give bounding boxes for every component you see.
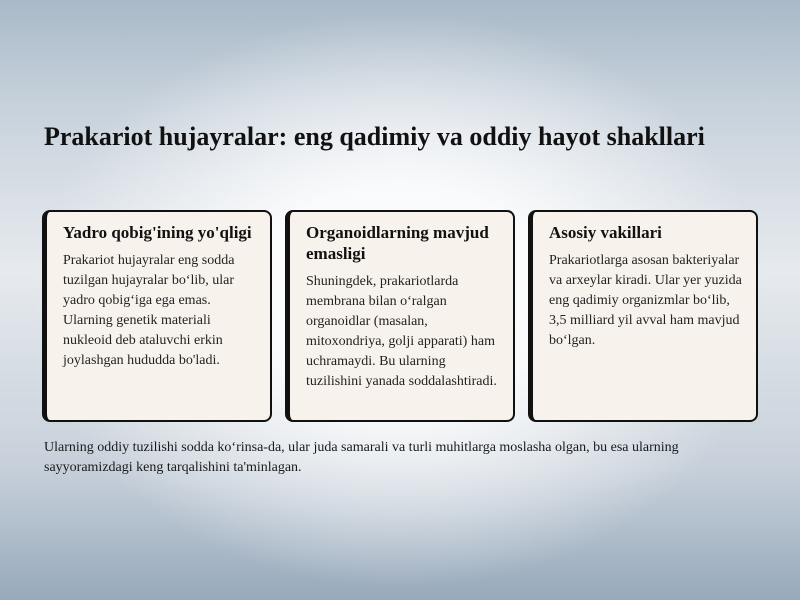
card-heading: Yadro qobig'ining yo'qligi bbox=[63, 223, 252, 242]
card-nuclear-envelope bbox=[42, 210, 272, 422]
card-heading: Asosiy vakillari bbox=[549, 223, 662, 242]
card-text: Prakariot hujayralar eng sodda tuzilgan hujayralar bo‘lib, ular yadro qobig‘iga ega emas. Ularning genetik materiali nukleoid deb ataluvchi erkin joylashgan hududda bo'ladi. bbox=[63, 253, 235, 368]
card-organelles bbox=[285, 210, 515, 422]
slide-title: Prakariot hujayralar: eng qadimiy va oddiy hayot shakllari bbox=[44, 122, 705, 151]
card-text: Prakariotlarga asosan bakteriyalar va arxeylar kiradi. Ular yer yuzida eng qadimiy organizmlar bo‘lib, 3,5 milliard yil avval ham mavjud bo‘lgan. bbox=[549, 253, 742, 348]
card-text: Shuningdek, prakariotlarda membrana bilan o‘ralgan organoidlar (masalan, mitoxondriya, golji apparati) ham uchramaydi. Bu ularning tuzilishini yanada soddalashtiradi. bbox=[306, 274, 497, 389]
card-row bbox=[42, 210, 758, 424]
summary-text: Ularning oddiy tuzilishi sodda ko‘rinsa-da, ular juda samarali va turli muhitlarga moslasha olgan, bu esa ularning sayyoramizdagi keng tarqalishini ta'minlagan. bbox=[44, 440, 679, 475]
card-representatives bbox=[528, 210, 758, 422]
card-heading: Organoidlarning mavjud emasligi bbox=[306, 223, 489, 263]
